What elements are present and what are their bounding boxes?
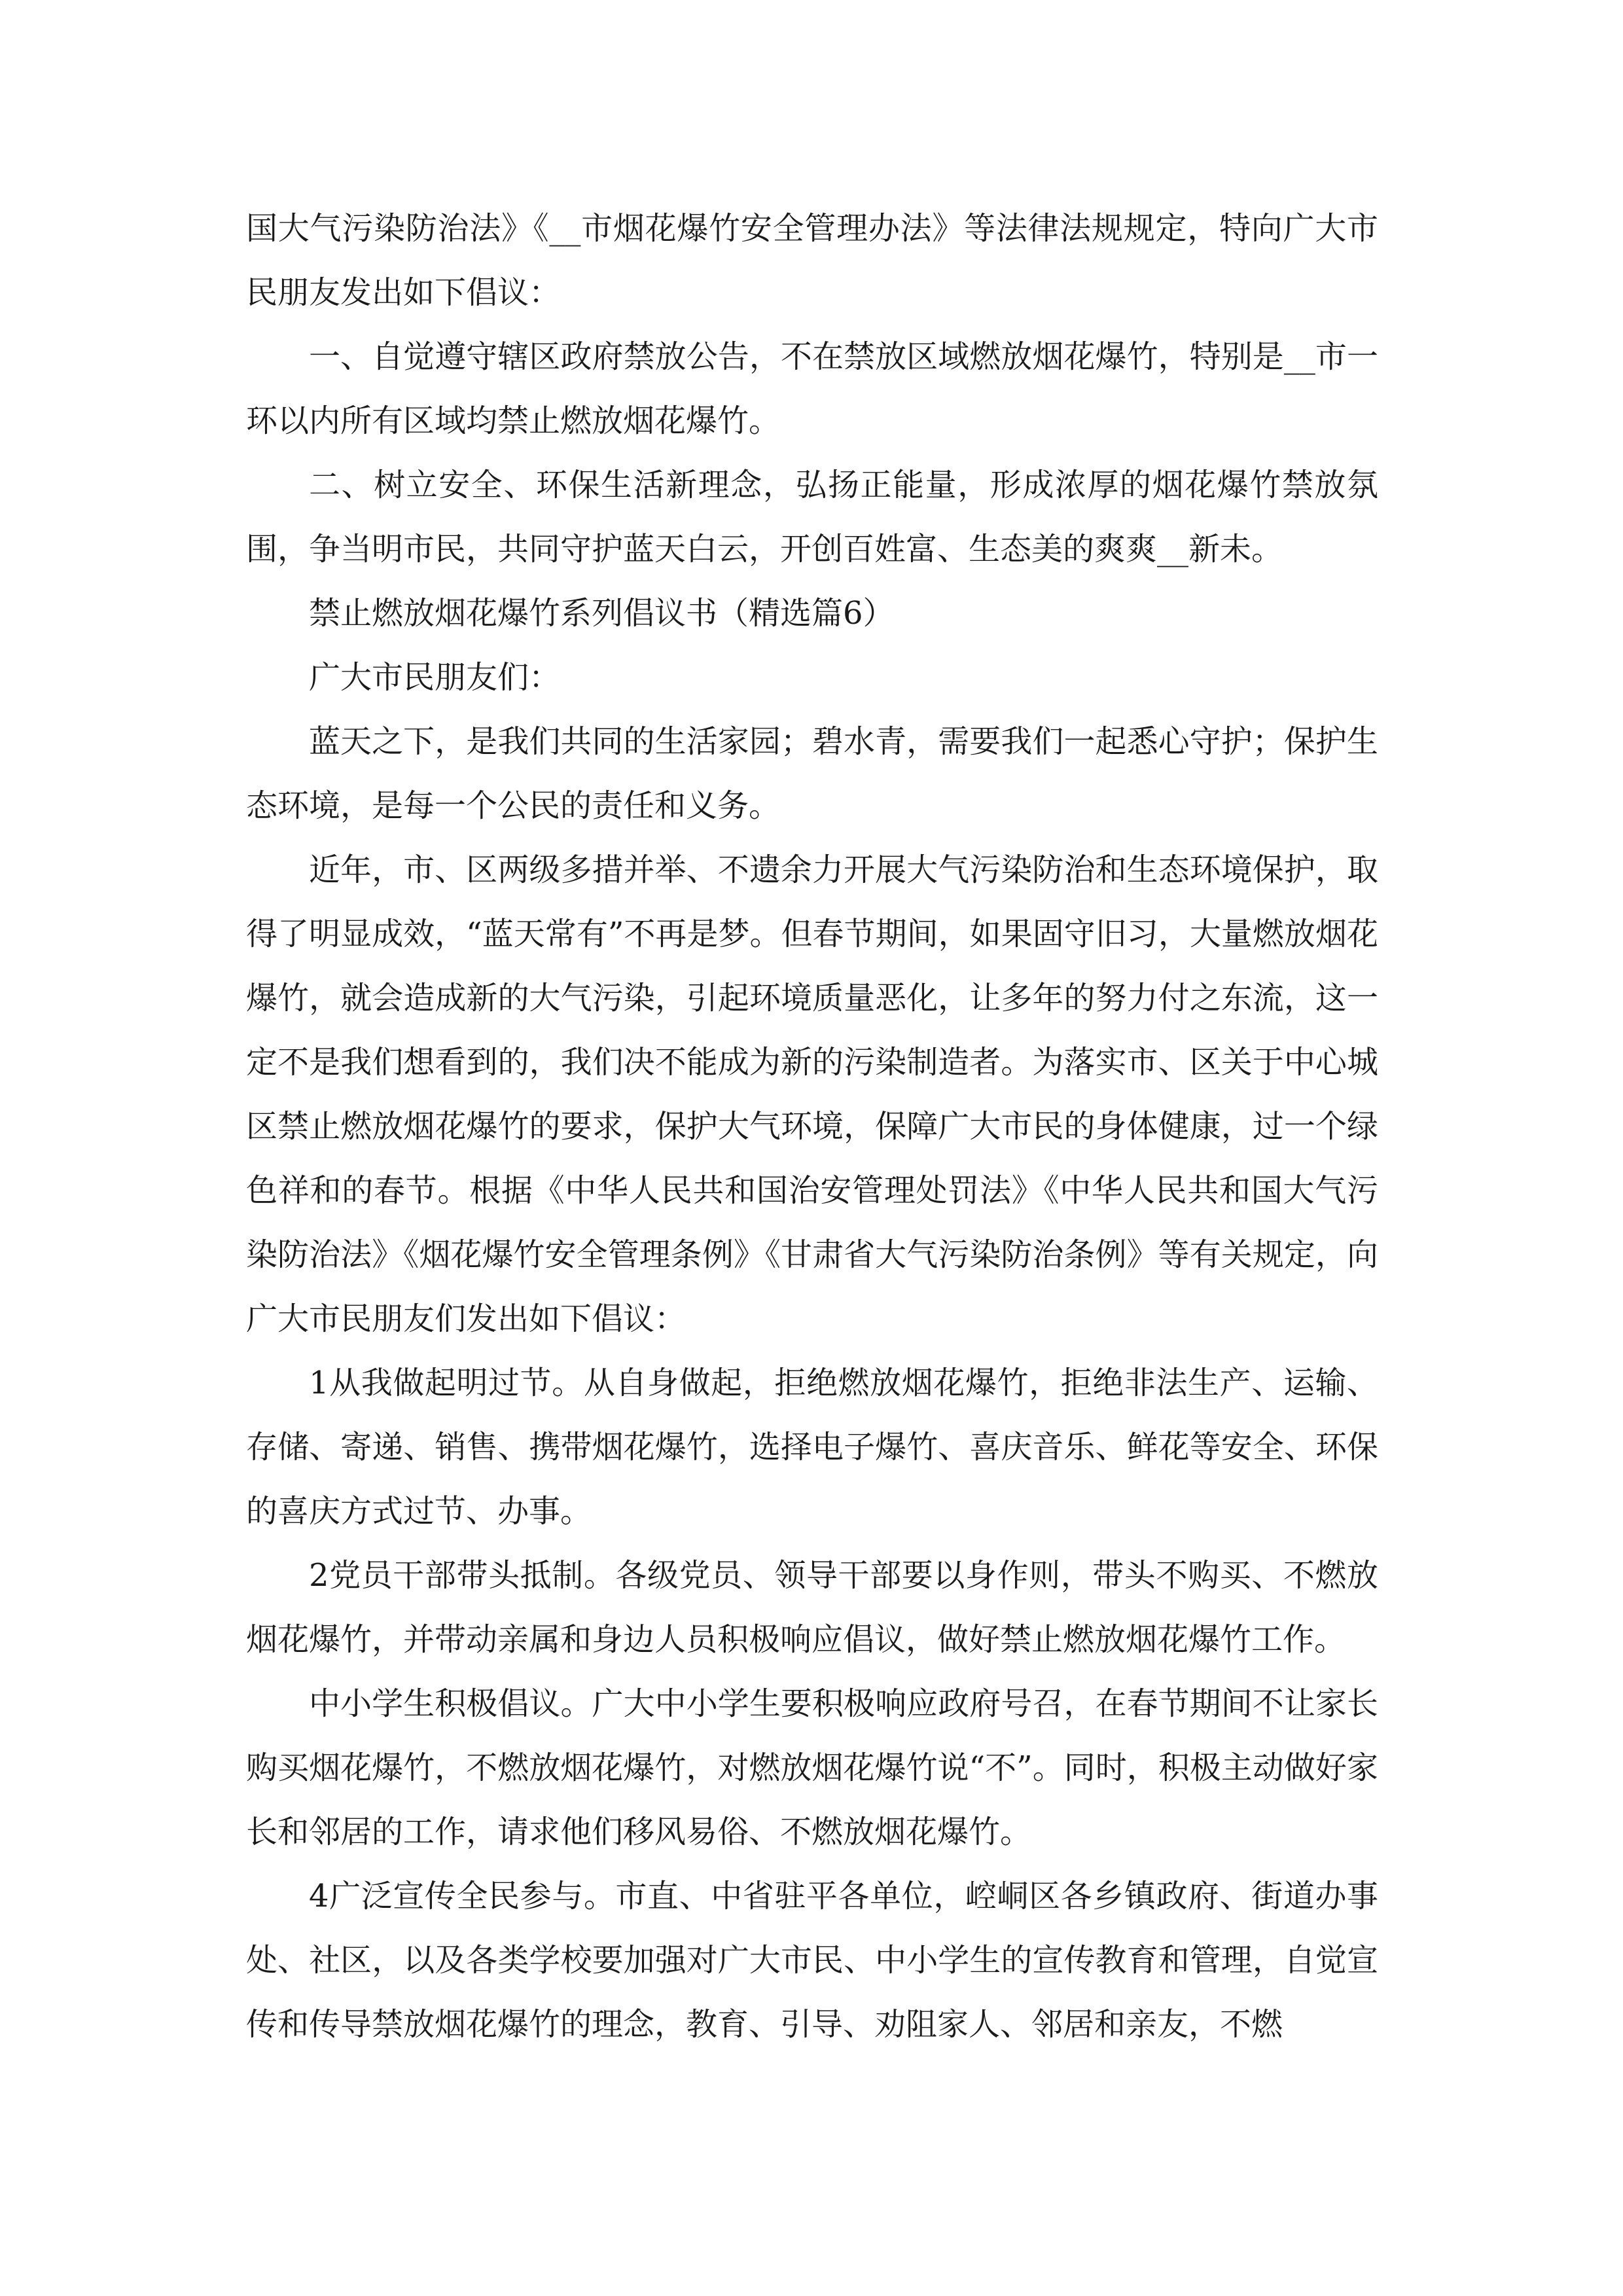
section-heading: 禁止燃放烟花爆竹系列倡议书（精选篇6） xyxy=(309,595,895,632)
document-body xyxy=(246,196,1378,2056)
paragraph-7: 近年，市、区两级多措并举、不遗余力开展大气污染防治和生态环境保护，取得了明显成效，“蓝天常有”不再是梦。但春节期间，如果固守旧习，大量燃放烟花爆竹，就会造成新的大气污染，引起环境质量恶化，让多年的努力付之东流，这一定不是我们想看到的，我们决不能成为新的污染制造者。为落实市、区关于中心城区禁止燃放烟花爆竹的要求，保护大气环境，保障广大市民的身体健康，过一个绿色祥和的春节。根据《中华人民共和国治安管理处罚法》《中华人民共和国大气污染防治法》《烟花爆竹安全管理条例》《甘肃省大气污染防治条例》等有关规定，向广大市民朋友们发出如下倡议： xyxy=(246,852,1378,1337)
paragraph-3: 二、树立安全、环保生活新理念，弘扬正能量，形成浓厚的烟花爆竹禁放氛围，争当明市民，共同守护蓝天白云，开创百姓富、生态美的爽爽__新未。 xyxy=(246,467,1378,567)
paragraph-9: 2党员干部带头抵制。各级党员、领导干部要以身作则，带头不购买、不燃放烟花爆竹，并带动亲属和身边人员积极响应倡议，做好禁止燃放烟花爆竹工作。 xyxy=(246,1557,1378,1658)
paragraph-10: 中小学生积极倡议。广大中小学生要积极响应政府号召，在春节期间不让家长购买烟花爆竹，不燃放烟花爆竹，对燃放烟花爆竹说“不”。同时，积极主动做好家长和邻居的工作，请求他们移风易俗、不燃放烟花爆竹。 xyxy=(246,1685,1378,1850)
paragraph-8: 1从我做起明过节。从自身做起，拒绝燃放烟花爆竹，拒绝非法生产、运输、存储、寄递、销售、携带烟花爆竹，选择电子爆竹、喜庆音乐、鲜花等安全、环保的喜庆方式过节、办事。 xyxy=(246,1365,1378,1530)
salutation: 广大市民朋友们： xyxy=(309,659,561,696)
paragraph-6: 蓝天之下，是我们共同的生活家园；碧水青，需要我们一起悉心守护；保护生态环境，是每一个公民的责任和义务。 xyxy=(246,723,1378,824)
paragraph-2: 一、自觉遵守辖区政府禁放公告，不在禁放区域燃放烟花爆竹，特别是__市一环以内所有区域均禁止燃放烟花爆竹。 xyxy=(246,338,1378,439)
paragraph-11: 4广泛宣传全民参与。市直、中省驻平各单位，崆峒区各乡镇政府、街道办事处、社区，以及各类学校要加强对广大市民、中小学生的宣传教育和管理，自觉宣传和传导禁放烟花爆竹的理念，教育、引导、劝阻家人、邻居和亲友，不燃 xyxy=(246,1878,1378,2043)
paragraph-1: 国大气污染防治法》《__市烟花爆竹安全管理办法》等法律法规规定，特向广大市民朋友发出如下倡议： xyxy=(246,210,1378,311)
